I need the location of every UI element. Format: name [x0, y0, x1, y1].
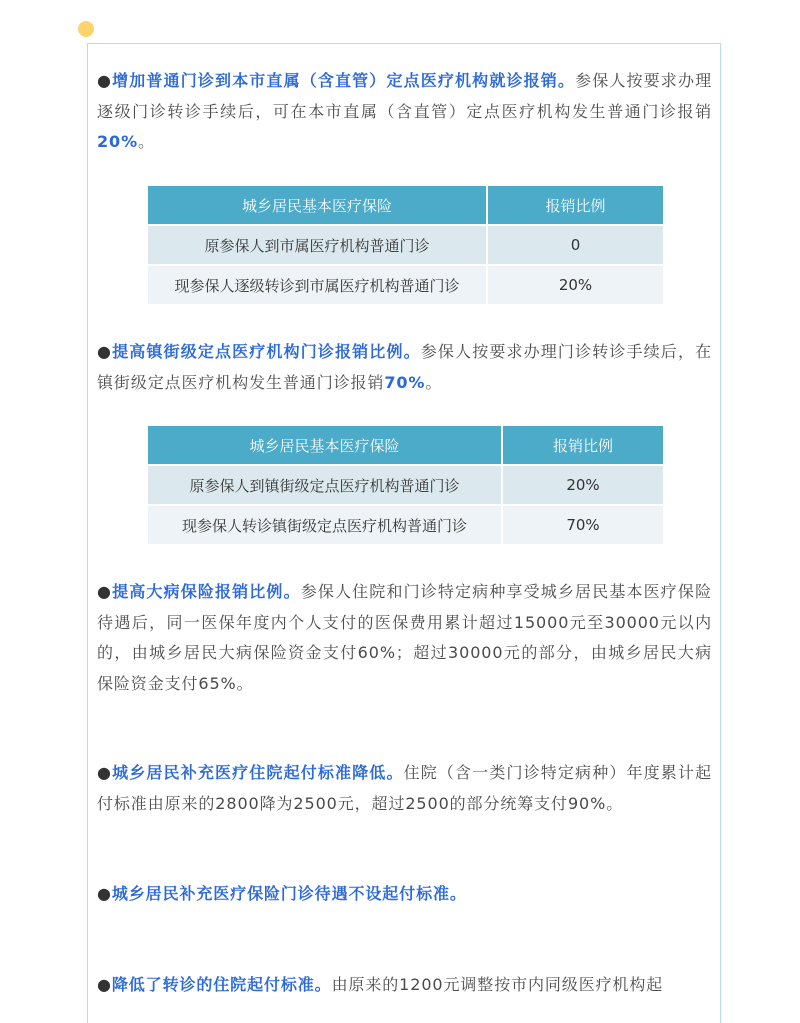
section-heading: 提高大病保险报销比例。 [112, 582, 301, 601]
table-header-cell: 报销比例 [488, 186, 663, 226]
section-heading: 提高镇街级定点医疗机构门诊报销比例。 [112, 342, 421, 361]
section-heading: 城乡居民补充医疗保险门诊待遇不设起付标准。 [111, 884, 467, 903]
reimbursement-table-town [148, 426, 663, 544]
table-header-cell: 报销比例 [503, 426, 663, 466]
table-cell: 0 [488, 226, 663, 266]
table-row [148, 226, 663, 266]
bullet-icon: ● [97, 975, 112, 994]
section-body: 参保人按要求办理门诊转诊手续后，在镇街级定点医疗机构发生普通门诊报销 [97, 342, 712, 392]
section-body: 参保人住院和门诊特定病种享受城乡居民基本医疗保险待遇后，同一医保年度内个人支付的医保费用累计超过15000元至30000元以内的，由城乡居民大病保险资金支付60%；超过30000元的部分，由城乡居民大病保险资金支付65%。 [97, 582, 712, 693]
section-supplementary-outpatient [97, 879, 712, 910]
section-highlight-rate: 70% [384, 372, 426, 392]
section-heading: 城乡居民补充医疗住院起付标准降低。 [112, 763, 404, 782]
section-body: 由原来的1200元调整按市内同级医疗机构起 [331, 975, 664, 994]
section-tail: 。 [425, 372, 443, 392]
section-heading: 降低了转诊的住院起付标准。 [111, 975, 332, 994]
table-header-cell: 城乡居民基本医疗保险 [148, 186, 488, 226]
table-header-row [148, 186, 663, 226]
table-row [148, 266, 663, 304]
section-critical-illness [97, 577, 712, 699]
bullet-icon: ● [97, 763, 113, 782]
section-reimbursement-direct [97, 66, 712, 158]
bullet-icon: ● [97, 342, 113, 361]
reimbursement-table-city [148, 186, 663, 304]
bullet-icon: ● [97, 582, 113, 601]
table-cell: 现参保人逐级转诊到市属医疗机构普通门诊 [148, 266, 488, 304]
bullet-icon: ● [97, 884, 112, 903]
section-tail: 。 [138, 132, 155, 151]
table-cell: 原参保人到镇街级定点医疗机构普通门诊 [148, 466, 503, 506]
table-cell: 70% [503, 506, 663, 544]
section-body: 参保人按要求办理逐级门诊转诊手续后，可在本市直属（含直管）定点医疗机构发生普通门诊报销 [97, 71, 712, 121]
bullet-icon: ● [97, 71, 113, 90]
table-cell: 20% [488, 266, 663, 304]
section-reimbursement-town [97, 337, 712, 398]
table-header-cell: 城乡居民基本医疗保险 [148, 426, 503, 466]
table-header-row [148, 426, 663, 466]
table-row [148, 506, 663, 544]
table-cell: 现参保人转诊镇街级定点医疗机构普通门诊 [148, 506, 503, 544]
section-highlight-rate: 20% [97, 132, 138, 151]
section-referral-threshold [97, 970, 712, 1001]
table-cell: 20% [503, 466, 663, 506]
section-body: 住院（含一类门诊特定病种）年度累计起付标准由原来的2800降为2500元，超过2500的部分统筹支付90%。 [97, 763, 712, 813]
decorative-dot-icon [78, 21, 94, 37]
table-row [148, 466, 663, 506]
table-cell: 原参保人到市属医疗机构普通门诊 [148, 226, 488, 266]
section-supplementary-inpatient [97, 758, 712, 819]
section-heading: 增加普通门诊到本市直属（含直管）定点医疗机构就诊报销。 [112, 71, 576, 90]
